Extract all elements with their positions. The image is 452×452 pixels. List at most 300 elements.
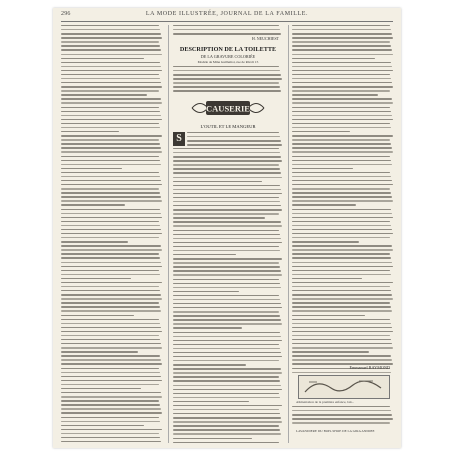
text-line xyxy=(61,86,162,87)
text-line xyxy=(61,143,160,144)
text-line xyxy=(173,185,280,186)
text-line xyxy=(292,82,392,83)
text-line xyxy=(173,340,282,341)
text-line xyxy=(173,225,282,226)
text-line xyxy=(61,221,159,222)
text-line xyxy=(173,209,282,210)
text-line xyxy=(292,331,393,332)
text-line xyxy=(173,250,280,251)
text-line xyxy=(61,437,160,438)
text-line xyxy=(173,348,280,349)
text-line xyxy=(61,233,162,234)
text-line xyxy=(292,359,392,360)
text-line xyxy=(61,123,159,124)
text-line xyxy=(173,193,282,194)
text-line xyxy=(292,135,393,136)
text-line xyxy=(61,33,161,34)
text-line xyxy=(292,343,392,344)
text-line xyxy=(292,302,390,303)
text-line xyxy=(61,404,160,405)
text-line xyxy=(61,323,160,324)
text-line xyxy=(173,344,279,345)
text-line xyxy=(292,151,393,152)
text-line xyxy=(173,429,280,430)
text-line xyxy=(173,385,281,386)
text-line xyxy=(292,168,353,169)
text-line xyxy=(61,111,160,112)
text-line xyxy=(61,229,161,230)
text-line xyxy=(292,86,393,87)
text-line xyxy=(61,94,147,95)
text-line xyxy=(61,347,162,348)
text-line xyxy=(61,156,159,157)
text-line xyxy=(292,156,390,157)
text-line xyxy=(61,339,160,340)
text-line xyxy=(173,258,282,259)
left-column xyxy=(61,25,163,443)
text-line xyxy=(61,306,160,307)
text-line xyxy=(173,360,279,361)
text-line xyxy=(292,164,392,165)
text-line xyxy=(292,54,393,55)
text-line xyxy=(187,144,282,145)
text-line xyxy=(292,204,356,205)
signature-top: H. NEUCHIEST xyxy=(251,36,279,41)
text-line xyxy=(61,327,161,328)
text-line xyxy=(173,380,280,381)
text-line xyxy=(292,418,393,419)
text-line xyxy=(292,62,391,63)
text-line xyxy=(61,66,161,67)
text-line xyxy=(173,291,239,292)
text-line xyxy=(173,197,279,198)
text-line xyxy=(61,286,159,287)
text-line xyxy=(173,332,280,333)
text-line xyxy=(173,242,282,243)
text-line xyxy=(61,368,159,369)
text-line xyxy=(292,410,391,411)
text-line xyxy=(61,343,161,344)
text-line xyxy=(61,29,160,30)
text-line xyxy=(173,238,281,239)
text-line xyxy=(292,213,392,214)
text-line xyxy=(61,421,160,422)
text-line xyxy=(292,184,393,185)
text-line xyxy=(173,213,279,214)
text-line xyxy=(173,254,236,255)
text-line xyxy=(292,278,362,279)
text-line xyxy=(61,135,162,136)
text-line xyxy=(61,204,125,205)
text-line xyxy=(292,249,393,250)
text-line xyxy=(292,70,393,71)
text-line xyxy=(61,274,160,275)
text-line xyxy=(61,294,161,295)
text-line xyxy=(61,249,162,250)
header-rule xyxy=(61,21,393,22)
column-divider-left xyxy=(168,25,169,443)
text-line xyxy=(292,225,391,226)
text-line xyxy=(61,266,162,267)
text-line xyxy=(173,152,280,153)
text-line xyxy=(173,160,282,161)
text-line xyxy=(61,408,161,409)
text-line xyxy=(61,331,162,332)
text-line xyxy=(173,287,281,288)
text-line xyxy=(61,441,161,442)
text-line xyxy=(292,270,390,271)
text-line xyxy=(61,412,162,413)
text-line xyxy=(61,400,159,401)
text-line xyxy=(61,62,160,63)
text-line xyxy=(61,351,138,352)
text-line xyxy=(173,221,281,222)
text-line xyxy=(292,245,392,246)
text-line xyxy=(173,433,281,434)
pattern-subtitle: DE LA GRAVURE COLORIÉE xyxy=(200,54,256,59)
text-line xyxy=(173,295,279,296)
text-line xyxy=(292,147,392,148)
text-line xyxy=(61,310,161,311)
text-line xyxy=(61,335,159,336)
text-line xyxy=(61,184,162,185)
text-line xyxy=(292,139,390,140)
text-line xyxy=(61,392,161,393)
text-line xyxy=(173,352,281,353)
text-line xyxy=(292,298,393,299)
text-line xyxy=(61,359,161,360)
text-line xyxy=(61,151,162,152)
text-line xyxy=(173,177,282,178)
text-line xyxy=(61,396,162,397)
text-line xyxy=(292,188,390,189)
text-line xyxy=(173,442,279,443)
text-line xyxy=(61,257,160,258)
text-line xyxy=(61,119,162,120)
text-line xyxy=(173,438,252,439)
text-line xyxy=(61,363,162,364)
text-line xyxy=(173,78,282,79)
text-line xyxy=(61,429,162,430)
text-line xyxy=(173,356,282,357)
text-line xyxy=(61,290,160,291)
text-line xyxy=(61,282,162,283)
text-line xyxy=(292,58,375,59)
text-line xyxy=(292,98,392,99)
text-line xyxy=(292,406,390,407)
text-line xyxy=(173,33,281,34)
text-line xyxy=(173,189,281,190)
text-line xyxy=(292,115,392,116)
text-line xyxy=(292,119,393,120)
text-line xyxy=(61,241,128,242)
text-line xyxy=(61,37,162,38)
text-line xyxy=(292,282,393,283)
text-line xyxy=(292,253,390,254)
text-line xyxy=(61,25,159,26)
text-line xyxy=(292,323,391,324)
pattern-title: DESCRIPTION DE LA TOILETTE xyxy=(179,46,277,53)
running-head xyxy=(53,11,401,21)
text-line xyxy=(173,82,279,83)
text-line xyxy=(292,290,391,291)
text-line xyxy=(173,86,280,87)
text-line xyxy=(173,319,281,320)
author-signature: Emmanuel RAYMOND xyxy=(349,365,390,370)
text-line xyxy=(187,136,280,137)
causerie-banner-text: CAUSERIE xyxy=(206,103,250,114)
article-title: L'OUTIL ET LE MANGEUR xyxy=(200,124,256,129)
text-line xyxy=(61,98,161,99)
text-line xyxy=(61,209,160,210)
text-line xyxy=(61,200,162,201)
drop-cap: S xyxy=(173,132,185,146)
text-line xyxy=(173,266,280,267)
advertisement-text xyxy=(292,406,394,426)
text-line xyxy=(292,131,350,132)
text-line xyxy=(61,380,162,381)
text-line xyxy=(173,283,280,284)
text-line xyxy=(292,66,392,67)
text-line xyxy=(292,327,392,328)
text-line xyxy=(292,221,390,222)
text-line xyxy=(173,201,280,202)
text-line xyxy=(61,225,160,226)
text-line xyxy=(61,213,161,214)
text-line xyxy=(173,274,282,275)
text-line xyxy=(173,413,280,414)
text-line xyxy=(292,200,393,201)
text-line xyxy=(292,37,393,38)
text-line xyxy=(292,266,393,267)
text-line xyxy=(292,310,392,311)
text-line xyxy=(292,102,393,103)
text-line xyxy=(61,417,159,418)
text-line xyxy=(61,237,159,238)
text-line xyxy=(173,168,280,169)
left-column-text xyxy=(61,25,163,443)
text-line xyxy=(61,384,159,385)
text-line xyxy=(292,25,390,26)
text-line xyxy=(292,257,391,258)
text-line xyxy=(61,58,144,59)
text-line xyxy=(173,205,281,206)
text-line xyxy=(187,132,279,133)
text-line xyxy=(61,70,162,71)
text-line xyxy=(173,234,280,235)
text-line xyxy=(61,172,159,173)
text-line xyxy=(173,156,281,157)
text-line xyxy=(173,372,282,373)
text-line xyxy=(173,217,265,218)
text-line xyxy=(173,397,280,398)
text-line xyxy=(292,160,391,161)
text-line xyxy=(292,306,391,307)
text-line xyxy=(173,299,280,300)
text-line xyxy=(61,176,160,177)
text-line xyxy=(61,78,160,79)
text-line xyxy=(61,45,160,46)
text-line xyxy=(292,286,390,287)
text-line xyxy=(292,111,391,112)
text-line xyxy=(292,143,391,144)
text-line xyxy=(173,307,282,308)
text-line xyxy=(292,45,391,46)
text-line xyxy=(173,425,279,426)
text-line xyxy=(173,364,246,365)
text-line xyxy=(61,217,162,218)
text-line xyxy=(61,188,159,189)
text-line xyxy=(173,376,279,377)
text-line xyxy=(173,401,249,402)
text-line xyxy=(173,323,282,324)
text-line xyxy=(292,123,390,124)
text-line xyxy=(292,107,390,108)
text-line xyxy=(61,278,131,279)
advertisement-caption: Alimentation de la première enfance, lait... xyxy=(296,400,355,404)
text-line xyxy=(292,229,392,230)
text-line xyxy=(173,262,279,263)
text-line xyxy=(61,196,161,197)
pattern-text xyxy=(173,66,283,95)
text-line xyxy=(61,41,159,42)
text-line xyxy=(292,94,378,95)
text-line xyxy=(173,311,279,312)
journal-title: LA MODE ILLUSTRÉE, JOURNAL DE LA FAMILLE. xyxy=(145,11,309,17)
text-line xyxy=(292,315,365,316)
text-line xyxy=(173,327,242,328)
text-line xyxy=(292,196,392,197)
text-line xyxy=(292,78,391,79)
text-line xyxy=(61,160,160,161)
text-line xyxy=(173,393,279,394)
text-line xyxy=(292,355,391,356)
text-line xyxy=(292,262,392,263)
text-line xyxy=(173,172,281,173)
text-line xyxy=(61,376,161,377)
pattern-byline: Modèle de Mme Guillemot, rue de Rivoli 15 xyxy=(197,60,259,64)
text-line xyxy=(292,176,391,177)
text-line xyxy=(292,294,392,295)
text-line xyxy=(173,270,281,271)
footer-note: LAVANDIERE DU BOIS-SHOE DE LA GIRA ANIMEE xyxy=(296,429,375,433)
text-line xyxy=(292,372,391,373)
text-line xyxy=(173,303,281,304)
middle-column xyxy=(173,25,283,443)
text-line xyxy=(61,147,161,148)
text-line xyxy=(292,209,391,210)
text-line xyxy=(61,433,159,434)
text-line xyxy=(61,139,159,140)
text-line xyxy=(173,421,282,422)
text-line xyxy=(61,245,161,246)
newspaper-page xyxy=(53,8,401,448)
text-line xyxy=(292,33,392,34)
text-line xyxy=(61,82,161,83)
text-line xyxy=(292,274,391,275)
text-line xyxy=(173,389,282,390)
text-line xyxy=(187,140,281,141)
text-line xyxy=(292,172,390,173)
text-line xyxy=(173,148,279,149)
text-line xyxy=(173,405,282,406)
text-line xyxy=(173,417,281,418)
text-line xyxy=(173,181,262,182)
right-column-text xyxy=(292,25,394,376)
text-line xyxy=(173,66,279,67)
text-line xyxy=(61,115,161,116)
text-line xyxy=(173,246,279,247)
text-line xyxy=(61,168,122,169)
text-line xyxy=(61,54,162,55)
text-line xyxy=(61,164,161,165)
text-line xyxy=(173,90,281,91)
text-line xyxy=(292,127,391,128)
text-line xyxy=(173,164,279,165)
text-line xyxy=(61,319,159,320)
text-line xyxy=(292,29,391,30)
text-line xyxy=(292,351,369,352)
text-line xyxy=(292,41,390,42)
text-line xyxy=(173,336,281,337)
text-line xyxy=(173,74,281,75)
text-line xyxy=(292,347,393,348)
text-line xyxy=(61,131,119,132)
text-line xyxy=(61,315,134,316)
right-column xyxy=(292,25,394,443)
text-line xyxy=(61,425,144,426)
text-line xyxy=(173,25,279,26)
text-line xyxy=(61,372,160,373)
text-line xyxy=(61,127,160,128)
article-body-text xyxy=(173,148,283,443)
text-line xyxy=(61,180,161,181)
text-line xyxy=(292,217,393,218)
text-line xyxy=(292,237,390,238)
text-line xyxy=(173,70,280,71)
text-line xyxy=(61,49,161,50)
text-line xyxy=(61,298,162,299)
text-line xyxy=(292,414,392,415)
text-line xyxy=(61,102,162,103)
text-line xyxy=(61,270,159,271)
text-line xyxy=(292,335,390,336)
text-line xyxy=(173,279,279,280)
text-line xyxy=(173,29,280,30)
text-line xyxy=(173,368,281,369)
text-line xyxy=(292,339,391,340)
text-line xyxy=(292,90,390,91)
text-line xyxy=(61,355,160,356)
text-line xyxy=(173,230,279,231)
text-line xyxy=(61,302,159,303)
text-line xyxy=(292,422,390,423)
text-line xyxy=(292,319,390,320)
text-line xyxy=(61,262,161,263)
text-line xyxy=(292,74,390,75)
text-line xyxy=(61,253,159,254)
column-divider-right xyxy=(288,25,289,443)
text-line xyxy=(292,180,392,181)
text-line xyxy=(61,74,159,75)
text-line xyxy=(292,49,392,50)
text-line xyxy=(292,241,359,242)
text-line xyxy=(292,233,393,234)
causerie-banner xyxy=(188,97,268,119)
text-line xyxy=(173,315,280,316)
text-line xyxy=(61,90,159,91)
text-line xyxy=(173,409,279,410)
